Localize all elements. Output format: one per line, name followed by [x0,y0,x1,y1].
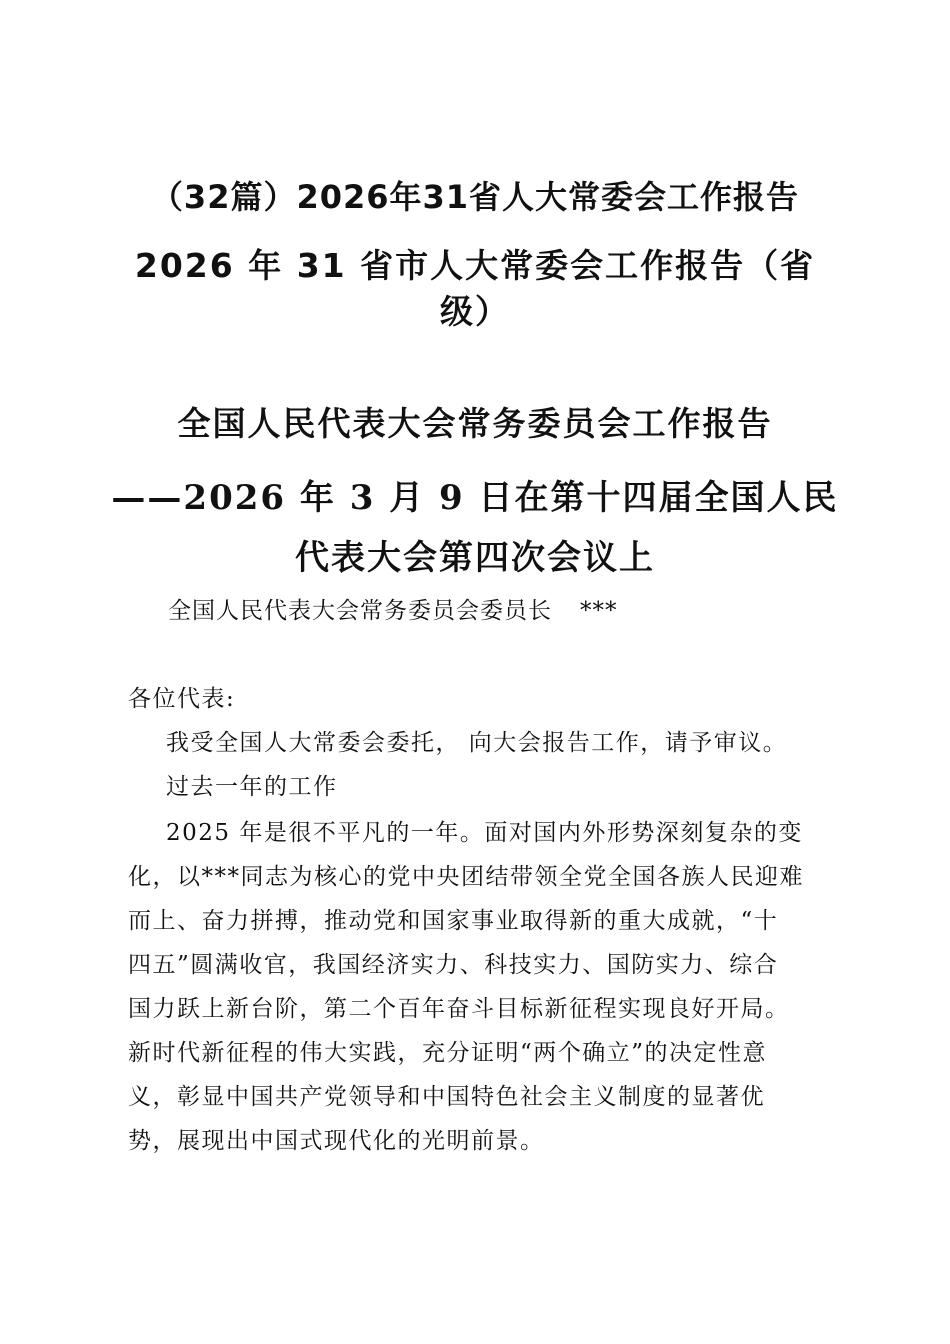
opening-paragraph: 我受全国人大常委会委托， 向大会报告工作，请予审议。 [166,730,788,756]
subtitle-line-1: 2026 年 31 省市人大常委会工作报告（省 [134,246,816,285]
paragraph-line: 化，以***同志为核心的党中央团结带领全党全国各族人民迎难 [128,864,804,890]
paragraph-line: 势，展现出中国式现代化的光明前景。 [128,1128,545,1154]
paragraph-line: 四五”圆满收官，我国经济实力、科技实力、国防实力、综合 [128,952,779,978]
author-name: *** [580,598,618,624]
paragraph-line: 国力跃上新台阶，第二个百年奋斗目标新征程实现良好开局。 [128,996,790,1022]
author-position: 全国人民代表大会常务委员会委员长 [168,598,552,624]
paragraph-line: 新时代新征程的伟大实践，充分证明“两个确立”的决定性意 [128,1040,768,1066]
author-line [168,592,618,625]
paragraph-line: 而上、奋力拼搏，推动党和国家事业取得新的重大成就，“十 [128,908,779,934]
section-heading: 过去一年的工作 [166,774,338,800]
paragraph-line: 义，彰显中国共产党领导和中国特色社会主义制度的显著优 [128,1084,765,1110]
cover-title: （32篇）2026年31省人大常委会工作报告 [150,178,800,216]
paragraph-line: 2025 年是很不平凡的一年。面对国内外形势深刻复杂的变 [166,820,803,846]
report-title: 全国人民代表大会常务委员会工作报告 [177,404,773,443]
subtitle-line-2: 级） [440,292,510,331]
report-subtitle-line-2: 代表大会第四次会议上 [295,538,655,578]
salutation: 各位代表: [128,686,236,712]
report-subtitle-line-1: ——2026 年 3 月 9 日在第十四届全国人民 [111,478,839,518]
